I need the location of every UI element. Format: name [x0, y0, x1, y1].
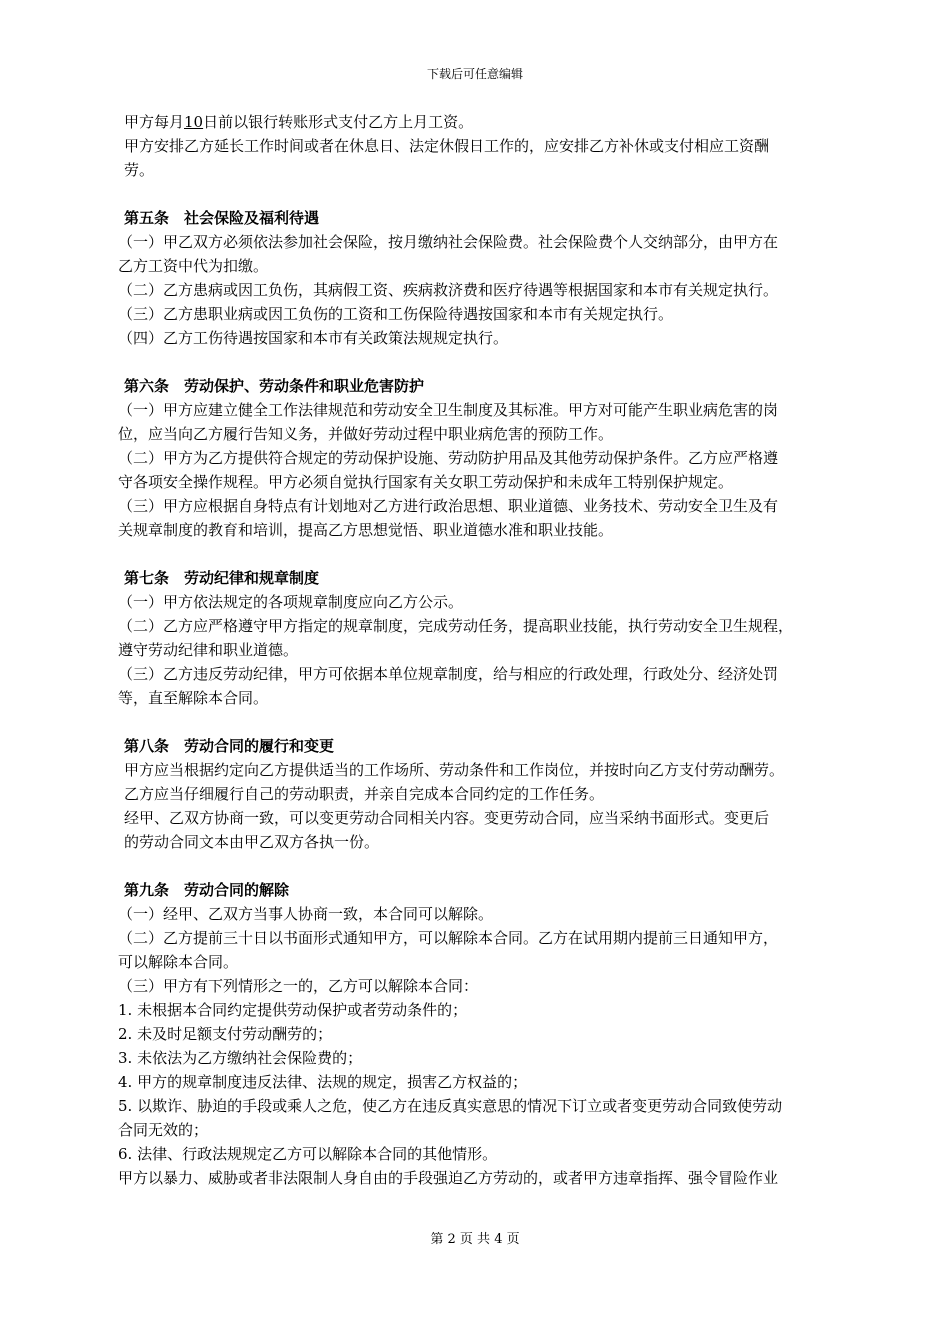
paragraph-line: 乙方工资中代为扣缴。: [118, 257, 269, 275]
paragraph-line: 的劳动合同文本由甲乙双方各执一份。: [124, 833, 380, 851]
text: 甲方每月: [124, 113, 185, 131]
paragraph-line: （一）甲方应建立健全工作法律规范和劳动安全卫生制度及其标准。甲方对可能产生职业病危害的岗: [118, 401, 779, 419]
paragraph-line: （二）乙方应严格遵守甲方指定的规章制度，完成劳动任务，提高职业技能，执行劳动安全卫生规程，: [118, 617, 794, 635]
article-9-heading: 第九条 劳动合同的解除: [124, 881, 290, 899]
paragraph-line: 位，应当向乙方履行告知义务，并做好劳动过程中职业病危害的预防工作。: [118, 425, 614, 443]
paragraph-line: （二）乙方患病或因工负伤，其病假工资、疾病救济费和医疗待遇等根据国家和本市有关规定执行。: [118, 281, 779, 299]
paragraph-line: （二）乙方提前三十日以书面形式通知甲方，可以解除本合同。乙方在试用期内提前三日通知甲方，: [118, 929, 779, 947]
list-item: 2. 未及时足额支付劳动酬劳的；: [118, 1025, 333, 1043]
list-item: 合同无效的；: [118, 1121, 209, 1139]
paragraph-line: （四）乙方工伤待遇按国家和本市有关政策法规规定执行。: [118, 329, 509, 347]
paragraph-line: 守各项安全操作规程。甲方必须自觉执行国家有关女职工劳动保护和未成年工特别保护规定。: [118, 473, 734, 491]
list-item: 4. 甲方的规章制度违反法律、法规的规定，损害乙方权益的；: [118, 1073, 528, 1091]
article-6-heading: 第六条 劳动保护、劳动条件和职业危害防护: [124, 377, 425, 395]
text: 日前以银行转账形式支付乙方上月工资。: [203, 113, 474, 131]
paragraph-line: 可以解除本合同。: [118, 953, 239, 971]
paragraph-line: 甲方以暴力、威胁或者非法限制人身自由的手段强迫乙方劳动的，或者甲方违章指挥、强令冒险作业: [118, 1169, 779, 1187]
paragraph-line: 乙方应当仔细履行自己的劳动职责，并亲自完成本合同约定的工作任务。: [124, 785, 605, 803]
paragraph-line: （一）甲乙双方必须依法参加社会保险，按月缴纳社会保险费。社会保险费个人交纳部分，由甲方在: [118, 233, 779, 251]
page-footer: 第 2 页 共 4 页: [430, 1232, 520, 1247]
paragraph-line: 等，直至解除本合同。: [118, 689, 269, 707]
paragraph-line: （一）甲方依法规定的各项规章制度应向乙方公示。: [118, 593, 464, 611]
paragraph-line: （二）甲方为乙方提供符合规定的劳动保护设施、劳动防护用品及其他劳动保护条件。乙方应严格遵: [118, 449, 779, 467]
paragraph-line: （三）乙方患职业病或因工负伤的工资和工伤保险待遇按国家和本市有关规定执行。: [118, 305, 674, 323]
article-8-heading: 第八条 劳动合同的履行和变更: [124, 737, 335, 755]
paragraph-line: （三）乙方违反劳动纪律，甲方可依据本单位规章制度，给与相应的行政处理，行政处分、经济处罚: [118, 665, 779, 683]
paragraph-line: 经甲、乙双方协商一致，可以变更劳动合同相关内容。变更劳动合同，应当采纳书面形式。变更后: [124, 809, 770, 827]
list-item: 5. 以欺诈、胁迫的手段或乘人之危，使乙方在违反真实意思的情况下订立或者变更劳动合同致使劳动: [118, 1097, 783, 1115]
page-header: 下载后可任意编辑: [426, 67, 523, 81]
paragraph-line: 遵守劳动纪律和职业道德。: [118, 641, 299, 659]
paragraph-line: 劳。: [124, 161, 155, 179]
list-item: 6. 法律、行政法规规定乙方可以解除本合同的其他情形。: [118, 1145, 498, 1163]
document-body: [118, 110, 870, 1190]
paragraph-line: （一）经甲、乙双方当事人协商一致，本合同可以解除。: [118, 905, 494, 923]
paragraph-line: 甲方应当根据约定向乙方提供适当的工作场所、劳动条件和工作岗位，并按时向乙方支付劳动酬劳。: [124, 761, 785, 779]
list-item: 3. 未依法为乙方缴纳社会保险费的；: [118, 1049, 363, 1067]
paragraph-line: 甲方安排乙方延长工作时间或者在休息日、法定休假日工作的，应安排乙方补休或支付相应工资酬: [124, 137, 770, 155]
paragraph-line: 关规章制度的教育和培训，提高乙方思想觉悟、职业道德水准和职业技能。: [118, 521, 614, 539]
list-item: 1. 未根据本合同约定提供劳动保护或者劳动条件的；: [118, 1001, 468, 1019]
paragraph-line: [118, 110, 870, 134]
article-7-heading: 第七条 劳动纪律和规章制度: [124, 569, 320, 587]
pay-day-value: 10: [184, 113, 204, 131]
paragraph-line: （三）甲方应根据自身特点有计划地对乙方进行政治思想、职业道德、业务技术、劳动安全卫生及有: [118, 497, 779, 515]
paragraph-line: （三）甲方有下列情形之一的，乙方可以解除本合同：: [118, 977, 479, 995]
article-5-heading: 第五条 社会保险及福利待遇: [124, 209, 320, 227]
